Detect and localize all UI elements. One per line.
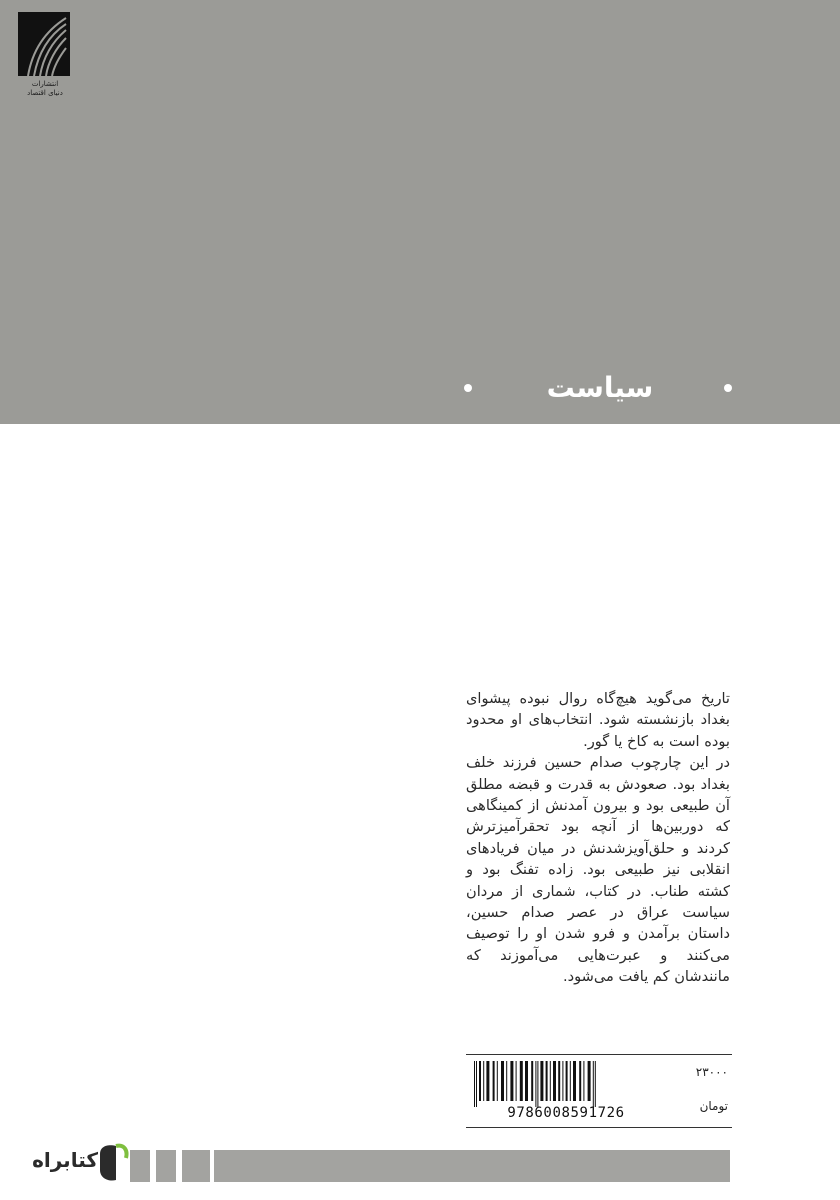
barcode-bar xyxy=(546,1061,548,1101)
barcode-bar xyxy=(479,1061,481,1101)
strip-block xyxy=(156,1150,176,1182)
isbn-barcode xyxy=(466,1061,666,1109)
barcode-bar xyxy=(516,1061,517,1101)
barcode-bar xyxy=(486,1061,489,1101)
barcode-bar xyxy=(550,1061,551,1101)
barcode-bar xyxy=(493,1061,495,1101)
barcode-bar xyxy=(558,1061,560,1101)
strip-block xyxy=(214,1150,730,1182)
barcode-bar xyxy=(506,1061,507,1101)
cover-top-band xyxy=(0,0,840,424)
barcode-bar xyxy=(562,1061,563,1101)
barcode-bar xyxy=(573,1061,576,1101)
barcode-bar xyxy=(588,1061,591,1101)
ketabrah-logo-icon xyxy=(94,1140,130,1184)
price-value: ۲۳۰۰۰ xyxy=(695,1065,728,1079)
back-cover-blurb xyxy=(466,688,730,988)
barcode-bar xyxy=(520,1061,523,1101)
barcode-bar xyxy=(566,1061,568,1101)
strip-block xyxy=(182,1150,210,1182)
barcode-bar xyxy=(579,1061,581,1101)
strip-block xyxy=(130,1150,150,1182)
ketabrah-brand xyxy=(14,1140,126,1186)
decorative-dot xyxy=(724,384,732,392)
category-title: سیاست xyxy=(546,371,654,404)
barcode-guard-bar xyxy=(593,1061,594,1107)
barcode-bar xyxy=(483,1061,484,1101)
blurb-paragraph: در این چارچوب صدام حسین فرزند خلف بغداد بود. صعودش به قدرت و قبضه مطلق آن طبیعی بود و بیرون آمدنش از کمینگاهی که دوربین‌ها از آنچه بود تحقرآمیزترش کردند و حلق‌آویزشدنش در میان فریادهای انقلابی نیز طبیعی بود. زاده تفنگ بود و کشته طناب. در کتاب، شماری از مردان سیاست عراق در عصر صدام حسین، داستان برآمدن و فرو شدن او را توصیف می‌کنند و عبرت‌هایی می‌آموزند که مانندشان کم یافت می‌شود. xyxy=(466,754,730,986)
barcode-guard-bar xyxy=(476,1061,477,1107)
barcode-bar xyxy=(510,1061,513,1101)
barcode-bar xyxy=(525,1061,528,1101)
price-barcode-box xyxy=(466,1054,732,1128)
blurb-paragraph: تاریخ می‌گوید هیچ‌گاه روال نبوده پیشوای بغداد بازنشسته شود. انتخاب‌های او محدود بوده است به کاخ یا گور. xyxy=(466,690,730,750)
barcode-guard-bar xyxy=(595,1061,596,1107)
barcode-bar xyxy=(540,1061,543,1101)
barcode-bar xyxy=(497,1061,498,1101)
barcode-bar xyxy=(501,1061,504,1101)
brand-name: کتابراه xyxy=(32,1148,98,1172)
barcode-guard-bar xyxy=(535,1061,536,1107)
barcode-bar xyxy=(570,1061,571,1101)
decorative-dot xyxy=(464,384,472,392)
isbn-number: 9786008591726 xyxy=(507,1105,625,1121)
barcode-bar xyxy=(583,1061,584,1101)
barcode-guard-bar xyxy=(537,1061,538,1107)
publisher-name: انتشارات دنیای اقتصاد xyxy=(27,80,63,97)
barcode-bar xyxy=(553,1061,556,1101)
bottom-decorative-strip xyxy=(130,1150,730,1182)
price-unit: تومان xyxy=(699,1099,728,1113)
barcode-bar xyxy=(531,1061,533,1101)
barcode-guard-bar xyxy=(474,1061,475,1107)
